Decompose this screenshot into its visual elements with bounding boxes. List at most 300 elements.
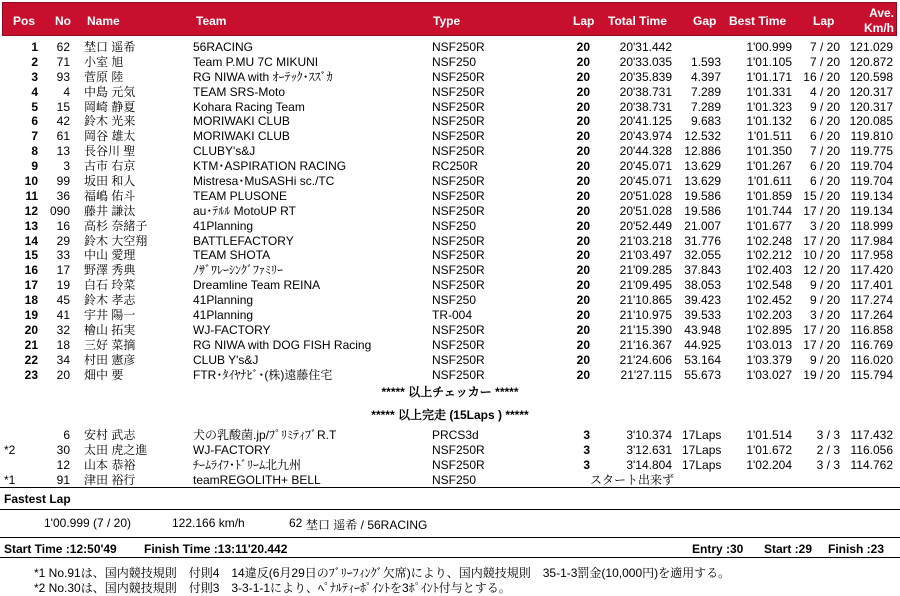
best-time: 1'02.895 bbox=[746, 322, 792, 337]
rider-number: 93 bbox=[56, 69, 70, 84]
rider-name: 岡谷 雄太 bbox=[84, 129, 136, 144]
average-speed: 116.769 bbox=[850, 337, 893, 352]
total-time: 3'12.631 bbox=[626, 442, 672, 457]
fastest-lap-no: 62 bbox=[289, 516, 303, 530]
best-lap: 2 / 3 bbox=[816, 442, 840, 457]
laps: 20 bbox=[576, 367, 590, 382]
best-lap: 12 / 20 bbox=[803, 263, 840, 278]
position: 17 bbox=[24, 278, 38, 293]
position: 5 bbox=[31, 99, 38, 114]
machine-type: NSF250R bbox=[432, 352, 485, 367]
laps: 20 bbox=[576, 84, 590, 99]
best-time: 1'02.204 bbox=[746, 457, 792, 472]
complete-line: ***** 以上完走 (15Laps ) ***** bbox=[371, 408, 529, 422]
rider-name: 古市 右京 bbox=[84, 159, 136, 174]
best-lap: 6 / 20 bbox=[809, 114, 840, 129]
position: 18 bbox=[24, 293, 38, 308]
rider-name: 鈴木 大空翔 bbox=[84, 233, 148, 248]
rider-name: 坂田 和人 bbox=[84, 174, 136, 189]
machine-type: NSF250R bbox=[432, 69, 485, 84]
total-time: 21'09.495 bbox=[619, 278, 672, 293]
team-name: FTR･ﾀｲﾔﾅﾋﾞ･(株)遠藤住宅 bbox=[193, 367, 333, 382]
average-speed: 119.704 bbox=[850, 159, 893, 174]
average-speed: 118.999 bbox=[850, 218, 893, 233]
rider-number: 16 bbox=[56, 218, 70, 233]
header-gap: Gap bbox=[693, 14, 717, 28]
average-speed: 114.762 bbox=[850, 457, 893, 472]
machine-type: NSF250R bbox=[432, 40, 485, 54]
position: 8 bbox=[31, 144, 38, 159]
gap: 43.948 bbox=[684, 322, 721, 337]
team-name: Kohara Racing Team bbox=[193, 99, 305, 114]
best-time: 1'02.452 bbox=[746, 293, 792, 308]
gap: 37.843 bbox=[684, 263, 721, 278]
average-speed: 117.420 bbox=[850, 263, 893, 278]
average-speed: 120.317 bbox=[849, 84, 893, 99]
laps: 20 bbox=[576, 159, 590, 174]
gap: 19.586 bbox=[684, 188, 721, 203]
total-time: 21'27.115 bbox=[620, 367, 672, 382]
best-time: 1'03.027 bbox=[746, 367, 792, 382]
average-speed: 121.029 bbox=[849, 40, 893, 54]
best-lap: 4 / 20 bbox=[809, 84, 840, 99]
footnote-1: *1 No.91は、国内競技規則 付則4 14違反(6月29日のﾌﾞﾘｰﾌｨﾝｸﾞ欠席)により、国内競技規則 35-1-3罰金(10,000円)を適用する。 bbox=[34, 566, 731, 580]
footnote-2: *2 No.30は、国内競技規則 付則3 3-3-1-1により、ﾍﾟﾅﾙﾃｨｰﾎﾟｲﾝﾄを3ﾎﾟｲﾝﾄ付与とする。 bbox=[34, 581, 511, 595]
team-name: MORIWAKI CLUB bbox=[193, 129, 290, 144]
best-time: 1'01.331 bbox=[746, 84, 792, 99]
checker-line: ***** 以上チェッカー ***** bbox=[381, 385, 519, 399]
team-name: TEAM PLUSONE bbox=[193, 188, 288, 203]
position: 12 bbox=[24, 203, 38, 218]
table-row bbox=[0, 40, 900, 55]
table-row bbox=[0, 114, 900, 129]
best-lap: 6 / 20 bbox=[809, 159, 840, 174]
gap: 39.423 bbox=[684, 293, 721, 308]
table-row bbox=[0, 323, 900, 338]
rider-number: 30 bbox=[56, 442, 70, 457]
finish-time: Finish Time :13:11'20.442 bbox=[144, 542, 288, 556]
total-time: 21'15.390 bbox=[619, 322, 672, 337]
table-row bbox=[0, 100, 900, 115]
total-time: 20'31.442 bbox=[619, 40, 672, 54]
gap: 4.397 bbox=[690, 69, 721, 84]
best-time: 1'01.677 bbox=[746, 218, 792, 233]
best-lap: 9 / 20 bbox=[809, 293, 840, 308]
rider-number: 42 bbox=[56, 114, 70, 129]
rider-number: 71 bbox=[56, 54, 70, 69]
rider-number: 19 bbox=[56, 278, 70, 293]
finisher-count: Finish :23 bbox=[828, 542, 885, 556]
rider-number: 6 bbox=[63, 428, 70, 442]
total-time: 20'33.035 bbox=[619, 54, 672, 69]
table-row bbox=[0, 368, 900, 383]
table-row bbox=[0, 338, 900, 353]
gap: 17Laps bbox=[682, 442, 722, 457]
gap: 9.683 bbox=[690, 114, 721, 129]
rider-number: 18 bbox=[56, 337, 70, 352]
team-name: ﾉｻﾞﾜﾚｰｼﾝｸﾞﾌｧﾐﾘｰ bbox=[193, 263, 284, 278]
best-lap: 17 / 20 bbox=[803, 337, 840, 352]
laps: 20 bbox=[576, 278, 590, 293]
best-lap: 9 / 20 bbox=[809, 352, 840, 367]
table-row bbox=[0, 55, 900, 70]
best-lap: 17 / 20 bbox=[803, 203, 840, 218]
team-name: BATTLEFACTORY bbox=[193, 233, 294, 248]
divider bbox=[0, 537, 900, 538]
position: 6 bbox=[31, 114, 38, 129]
average-speed: 117.984 bbox=[850, 233, 893, 248]
team-name: 犬の乳酸菌.jp/ﾌﾟﾘﾐﾃｨﾌﾞR.T bbox=[193, 428, 337, 442]
machine-type: NSF250R bbox=[432, 337, 485, 352]
position: 7 bbox=[31, 129, 38, 144]
rider-number: 3 bbox=[63, 159, 70, 174]
rider-number: 17 bbox=[56, 263, 70, 278]
best-time: 1'01.672 bbox=[746, 442, 792, 457]
laps: 20 bbox=[576, 114, 590, 129]
machine-type: PRCS3d bbox=[432, 428, 479, 442]
best-lap: 7 / 20 bbox=[809, 54, 840, 69]
table-row bbox=[0, 85, 900, 100]
rider-name: 野澤 秀典 bbox=[84, 263, 136, 278]
rider-name: 村田 憲彦 bbox=[84, 352, 136, 367]
position: 11 bbox=[25, 188, 38, 203]
start-time: Start Time :12:50'49 bbox=[4, 542, 117, 556]
gap: 38.053 bbox=[684, 278, 721, 293]
average-speed: 116.858 bbox=[850, 322, 893, 337]
table-row bbox=[0, 308, 900, 323]
total-time: 20'35.839 bbox=[619, 69, 672, 84]
laps: 20 bbox=[576, 218, 590, 233]
laps: 20 bbox=[576, 308, 590, 323]
average-speed: 117.401 bbox=[850, 278, 893, 293]
average-speed: 119.134 bbox=[850, 188, 893, 203]
table-row bbox=[0, 219, 900, 234]
average-speed: 117.432 bbox=[850, 428, 893, 442]
best-lap: 3 / 3 bbox=[816, 457, 840, 472]
best-time: 1'00.999 bbox=[746, 40, 792, 54]
team-name: TEAM SRS-Moto bbox=[193, 84, 286, 99]
team-name: WJ-FACTORY bbox=[193, 442, 271, 457]
total-time: 20'38.731 bbox=[619, 99, 672, 114]
team-name: 56RACING bbox=[193, 40, 254, 54]
total-time: 21'16.367 bbox=[619, 337, 672, 352]
average-speed: 117.274 bbox=[850, 293, 893, 308]
team-name: 41Planning bbox=[193, 293, 254, 308]
laps: 20 bbox=[576, 40, 590, 54]
divider bbox=[0, 487, 900, 488]
gap: 44.925 bbox=[684, 337, 721, 352]
table-row bbox=[0, 189, 900, 204]
position: 10 bbox=[24, 174, 38, 189]
best-lap: 16 / 20 bbox=[803, 69, 840, 84]
total-time: 20'44.328 bbox=[619, 144, 672, 159]
machine-type: NSF250R bbox=[432, 99, 485, 114]
gap: 7.289 bbox=[690, 84, 721, 99]
note-marker: *2 bbox=[4, 442, 16, 457]
best-time: 1'03.013 bbox=[746, 337, 792, 352]
machine-type: NSF250R bbox=[432, 233, 485, 248]
best-time: 1'01.323 bbox=[746, 99, 792, 114]
laps: 20 bbox=[576, 293, 590, 308]
best-time: 1'01.511 bbox=[747, 129, 792, 144]
position: 15 bbox=[24, 248, 38, 263]
table-row bbox=[0, 473, 900, 488]
average-speed: 116.056 bbox=[850, 442, 893, 457]
best-time: 1'01.132 bbox=[746, 114, 792, 129]
best-time: 1'02.403 bbox=[746, 263, 792, 278]
rider-number: 29 bbox=[56, 233, 70, 248]
machine-type: NSF250R bbox=[432, 129, 485, 144]
machine-type: NSF250R bbox=[432, 203, 485, 218]
rider-name: 安村 武志 bbox=[84, 428, 136, 442]
rider-name: 白石 玲菜 bbox=[84, 278, 136, 293]
laps: 20 bbox=[576, 263, 590, 278]
machine-type: NSF250R bbox=[432, 248, 485, 263]
table-row bbox=[0, 70, 900, 85]
header-best: Best Time bbox=[729, 14, 787, 28]
best-time: 1'02.248 bbox=[746, 233, 792, 248]
team-name: 41Planning bbox=[193, 218, 254, 233]
status-note: スタート出来ず bbox=[590, 472, 675, 487]
rider-number: 32 bbox=[56, 322, 70, 337]
total-time: 20'52.449 bbox=[619, 218, 672, 233]
rider-number: 36 bbox=[56, 188, 70, 203]
header-total: Total Time bbox=[608, 14, 667, 28]
rider-name: 宇井 陽一 bbox=[84, 308, 136, 323]
position: 14 bbox=[24, 233, 38, 248]
laps: 20 bbox=[576, 69, 590, 84]
gap: 13.629 bbox=[684, 159, 721, 174]
position: 21 bbox=[24, 337, 38, 352]
total-time: 3'10.374 bbox=[626, 428, 672, 442]
position: 13 bbox=[24, 218, 38, 233]
table-row bbox=[0, 129, 900, 144]
rider-number: 99 bbox=[56, 174, 70, 189]
rider-name: 山本 恭裕 bbox=[84, 457, 136, 472]
best-lap: 19 / 20 bbox=[803, 367, 840, 382]
rider-name: 藤井 謙汰 bbox=[84, 203, 136, 218]
table-row bbox=[0, 443, 900, 458]
team-name: RG NIWA with DOG FISH Racing bbox=[193, 337, 372, 352]
header-ave-line1: Ave. bbox=[869, 6, 894, 20]
machine-type: NSF250 bbox=[432, 472, 477, 487]
rider-name: 鈴木 孝志 bbox=[84, 293, 136, 308]
machine-type: NSF250R bbox=[432, 114, 485, 129]
machine-type: TR-004 bbox=[432, 308, 473, 323]
team-name: teamREGOLITH+ BELL bbox=[193, 472, 321, 487]
average-speed: 120.085 bbox=[849, 114, 893, 129]
table-row bbox=[0, 353, 900, 368]
laps: 20 bbox=[576, 203, 590, 218]
machine-type: NSF250 bbox=[432, 218, 477, 233]
position: 1 bbox=[31, 40, 38, 54]
gap: 53.164 bbox=[684, 352, 721, 367]
results-table bbox=[0, 40, 900, 382]
rider-number: 4 bbox=[63, 84, 70, 99]
gap: 31.776 bbox=[684, 233, 721, 248]
machine-type: NSF250 bbox=[432, 54, 477, 69]
table-row bbox=[0, 234, 900, 249]
best-time: 1'01.744 bbox=[746, 203, 792, 218]
fastest-lap-speed: 122.166 km/h bbox=[172, 516, 245, 530]
table-row bbox=[0, 263, 900, 278]
laps: 20 bbox=[576, 337, 590, 352]
gap: 19.586 bbox=[684, 203, 721, 218]
gap: 13.629 bbox=[684, 174, 721, 189]
average-speed: 117.958 bbox=[850, 248, 893, 263]
best-time: 1'03.379 bbox=[746, 352, 792, 367]
best-time: 1'01.611 bbox=[747, 174, 792, 189]
best-lap: 6 / 20 bbox=[809, 129, 840, 144]
total-time: 21'09.285 bbox=[619, 263, 672, 278]
best-lap: 17 / 20 bbox=[803, 233, 840, 248]
team-name: TEAM SHOTA bbox=[193, 248, 271, 263]
machine-type: NSF250R bbox=[432, 263, 485, 278]
rider-number: 45 bbox=[56, 293, 70, 308]
best-time: 1'01.350 bbox=[746, 144, 792, 159]
header-team: Team bbox=[196, 14, 227, 28]
best-time: 1'02.212 bbox=[746, 248, 792, 263]
laps: 20 bbox=[576, 352, 590, 367]
rider-name: 小室 旭 bbox=[84, 54, 124, 69]
best-lap: 3 / 3 bbox=[816, 428, 840, 442]
machine-type: NSF250R bbox=[432, 367, 485, 382]
average-speed: 120.317 bbox=[849, 99, 893, 114]
gap: 39.533 bbox=[684, 308, 721, 323]
total-time: 21'24.606 bbox=[619, 352, 672, 367]
best-lap: 17 / 20 bbox=[803, 322, 840, 337]
position: 16 bbox=[24, 263, 38, 278]
laps: 20 bbox=[576, 99, 590, 114]
total-time: 20'45.071 bbox=[619, 174, 672, 189]
laps: 3 bbox=[583, 457, 590, 472]
fastest-lap-title: Fastest Lap bbox=[4, 492, 71, 506]
laps: 20 bbox=[576, 248, 590, 263]
gap: 12.532 bbox=[684, 129, 721, 144]
position: 20 bbox=[24, 322, 38, 337]
best-lap: 9 / 20 bbox=[809, 99, 840, 114]
best-lap: 15 / 20 bbox=[803, 188, 840, 203]
gap: 21.007 bbox=[684, 218, 721, 233]
rider-name: 埜口 遥希 bbox=[84, 40, 136, 54]
machine-type: NSF250 bbox=[432, 293, 477, 308]
best-time: 1'01.514 bbox=[746, 428, 792, 442]
best-time: 1'02.548 bbox=[746, 278, 792, 293]
average-speed: 115.794 bbox=[850, 367, 893, 382]
gap: 1.593 bbox=[690, 54, 721, 69]
machine-type: NSF250R bbox=[432, 144, 485, 159]
table-row bbox=[0, 204, 900, 219]
total-time: 20'51.028 bbox=[619, 203, 672, 218]
divider bbox=[0, 557, 900, 558]
rider-number: 41 bbox=[56, 308, 70, 323]
position: 2 bbox=[31, 54, 38, 69]
best-time: 1'01.859 bbox=[746, 188, 792, 203]
machine-type: NSF250R bbox=[432, 442, 485, 457]
total-time: 20'51.028 bbox=[619, 188, 672, 203]
rider-name: 畑中 要 bbox=[84, 367, 124, 382]
header-type: Type bbox=[433, 14, 461, 28]
laps: 20 bbox=[576, 54, 590, 69]
fastest-lap-time: 1'00.999 (7 / 20) bbox=[44, 516, 132, 530]
rider-number: 13 bbox=[56, 144, 70, 159]
gap: 17Laps bbox=[682, 457, 722, 472]
machine-type: RC250R bbox=[432, 159, 479, 174]
rider-name: 三好 菜摘 bbox=[84, 337, 136, 352]
header-name: Name bbox=[87, 14, 120, 28]
team-name: WJ-FACTORY bbox=[193, 322, 271, 337]
position: 3 bbox=[31, 69, 38, 84]
position: 9 bbox=[31, 159, 38, 174]
machine-type: NSF250R bbox=[432, 188, 485, 203]
gap: 32.055 bbox=[684, 248, 721, 263]
rider-number: 15 bbox=[56, 99, 70, 114]
best-time: 1'01.105 bbox=[746, 54, 792, 69]
total-time: 21'10.865 bbox=[619, 293, 672, 308]
average-speed: 119.775 bbox=[850, 144, 893, 159]
rider-name: 高杉 奈緒子 bbox=[84, 218, 148, 233]
table-row bbox=[0, 174, 900, 189]
best-lap: 3 / 20 bbox=[809, 218, 840, 233]
rider-name: 福嶋 佑斗 bbox=[84, 188, 136, 203]
gap: 55.673 bbox=[684, 367, 721, 382]
note-marker: *1 bbox=[4, 472, 16, 487]
team-name: RG NIWA with ｵｰﾃｯｸ･ｽｽﾞｶ bbox=[193, 69, 333, 84]
average-speed: 119.134 bbox=[850, 203, 893, 218]
rider-number: 33 bbox=[56, 248, 70, 263]
rider-name: 中島 元気 bbox=[84, 84, 136, 99]
position: 22 bbox=[24, 352, 38, 367]
rider-number: 090 bbox=[49, 203, 70, 218]
rider-number: 61 bbox=[56, 129, 70, 144]
total-time: 20'45.071 bbox=[619, 159, 672, 174]
laps: 3 bbox=[583, 442, 590, 457]
team-name: ﾁｰﾑﾗｲﾌ･ﾄﾞﾘｰﾑ北九州 bbox=[193, 457, 302, 472]
gap: 17Laps bbox=[682, 428, 722, 442]
average-speed: 119.810 bbox=[850, 129, 893, 144]
best-lap: 7 / 20 bbox=[809, 144, 840, 159]
laps: 20 bbox=[576, 188, 590, 203]
total-time: 20'41.125 bbox=[619, 114, 672, 129]
non-finishers-table bbox=[0, 428, 900, 488]
total-time: 21'03.218 bbox=[619, 233, 672, 248]
divider bbox=[0, 509, 900, 510]
header-ave-line2: Km/h bbox=[864, 21, 894, 35]
total-time: 20'43.974 bbox=[619, 129, 672, 144]
team-name: Team P.MU 7C MIKUNI bbox=[193, 54, 319, 69]
machine-type: NSF250R bbox=[432, 322, 485, 337]
gap: 12.886 bbox=[684, 144, 721, 159]
average-speed: 120.872 bbox=[849, 54, 893, 69]
position: 23 bbox=[24, 367, 38, 382]
rider-name: 鈴木 光来 bbox=[84, 114, 136, 129]
best-time: 1'01.267 bbox=[746, 159, 792, 174]
laps: 20 bbox=[576, 233, 590, 248]
machine-type: NSF250R bbox=[432, 174, 485, 189]
rider-name: 太田 虎之進 bbox=[84, 442, 148, 457]
team-name: CLUBY's&J bbox=[193, 144, 256, 159]
table-row bbox=[0, 248, 900, 263]
laps: 20 bbox=[576, 129, 590, 144]
best-lap: 6 / 20 bbox=[809, 174, 840, 189]
header-bestlap: Lap bbox=[813, 14, 835, 28]
rider-number: 20 bbox=[56, 367, 70, 382]
position: 4 bbox=[31, 84, 38, 99]
best-time: 1'01.171 bbox=[746, 69, 792, 84]
header-lap: Lap bbox=[573, 14, 595, 28]
best-lap: 3 / 20 bbox=[809, 308, 840, 323]
header-pos: Pos bbox=[13, 14, 36, 28]
